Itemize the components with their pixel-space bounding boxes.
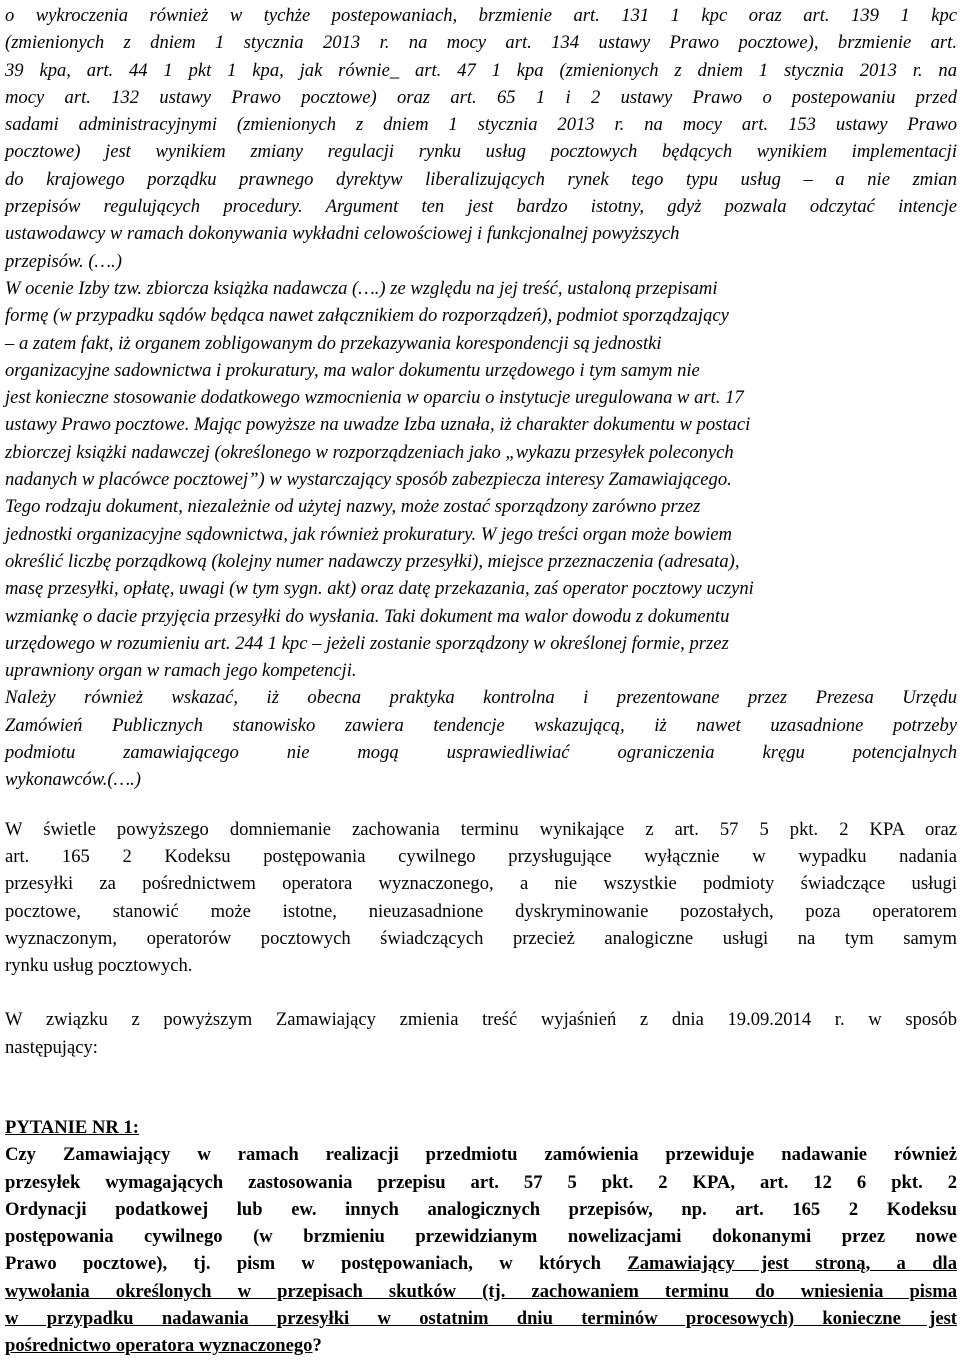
quote-line: ustawodawcy w ramach dokonywania wykładni celowościowej i funkcjonalnej powyższych	[5, 223, 680, 245]
question-underlined-phrase: pośrednictwo operatora wyznaczonego	[5, 1335, 313, 1357]
document-page	[5, 0, 957, 1360]
quote-line: do krajowego porządku prawnego dyrektyw liberalizujących rynek tego typu usług – a nie zmian	[5, 168, 957, 190]
quote-line: jest konieczne stosowanie dodatkowego wzmocnienia w oparciu o instytucje uregulowana w art. 17	[5, 387, 744, 409]
paragraph-line: rynku usług pocztowych.	[5, 955, 193, 977]
paragraph-line: następujący:	[5, 1036, 98, 1058]
quote-line: masę przesyłki, opłatę, uwagi (w tym sygn. akt) oraz datę przekazania, zaś operator pocztowy uczyni	[5, 578, 754, 600]
quote-line: jednostki organizacyjne sądownictwa, jak również prokuratury. W jego treści organ może bowiem	[5, 523, 732, 545]
paragraph-line: W świetle powyższego domniemanie zachowania terminu wynikające z art. 57 5 pkt. 2 KPA oraz	[5, 818, 957, 840]
quote-line: mocy art. 132 ustawy Prawo pocztowe) oraz art. 65 1 i 2 ustawy Prawo o postepowaniu przed	[5, 86, 957, 108]
question-line: w przypadku nadawania przesyłki w ostatnim dniu terminów procesowych) konieczne jest	[5, 1308, 957, 1330]
quote-line: uprawniony organ w ramach jego kompetencji.	[5, 660, 357, 682]
quote-line: o wykroczenia również w tychże postepowaniach, brzmienie art. 131 1 kpc oraz art. 139 1 kpc	[5, 5, 957, 26]
quote-line: nadanych w placówce pocztowej”) w wystarczający sposób zabezpiecza interesy Zamawiającego.	[5, 469, 732, 491]
quote-line: Zamówień Publicznych stanowisko zawiera tendencje wskazującą, iż nawet uzasadnione potrzeby	[5, 714, 957, 736]
quote-line: organizacyjne sadownictwa i prokuratury, ma walor dokumentu urzędowego i tym samym nie	[5, 359, 700, 381]
question-mark: ?	[312, 1335, 322, 1357]
quote-line: wzmiankę o dacie przyjęcia przesyłki do wysłania. Taki dokument ma walor dowodu z dokumentu	[5, 605, 730, 627]
quote-line: podmiotu zamawiającego nie mogą usprawiedliwiać ograniczenia kręgu potencjalnych	[5, 742, 957, 764]
paragraph-line: art. 165 2 Kodeksu postępowania cywilnego przysługujące wyłącznie w wypadku nadania	[5, 845, 957, 867]
quote-line: sadami administracyjnymi (zmienionych z dniem 1 stycznia 2013 r. na mocy art. 153 ustawy Prawo	[5, 114, 957, 136]
quote-line: Należy również wskazać, iż obecna praktyka kontrolna i prezentowane przez Prezesa Urzędu	[5, 687, 957, 709]
question-underlined-phrase: Zamawiający jest stroną, a dla	[627, 1253, 957, 1275]
quote-line: Tego rodzaju dokument, niezależnie od użytej nazwy, może zostać sporządzony zarówno przez	[5, 496, 701, 518]
question-line: postępowania cywilnego (w brzmieniu przewidzianym nowelizacjami dokonanymi przez nowe	[5, 1226, 957, 1248]
question-heading: PYTANIE NR 1:	[5, 1116, 139, 1138]
quote-line: 39 kpa, art. 44 1 pkt 1 kpa, jak równie_ art. 47 1 kpa (zmienionych z dniem 1 stycznia 2013 r. na	[5, 59, 957, 81]
question-line	[5, 1250, 957, 1277]
paragraph-line: wyznaczonym, operatorów pocztowych świadczących przecież analogiczne usługi na tym samym	[5, 927, 957, 949]
question-line: wywołania określonych w przepisach skutków (tj. zachowaniem terminu do wniesienia pisma	[5, 1280, 957, 1302]
quote-line: (zmienionych z dniem 1 stycznia 2013 r. na mocy art. 134 ustawy Prawo pocztowe), brzmienie art.	[5, 32, 957, 54]
quote-line: – a zatem fakt, iż organem zobligowanym do przekazywania korespondencji są jednostki	[5, 332, 662, 354]
paragraph-zmiana	[5, 1006, 957, 1061]
quote-line: przepisów. (….)	[5, 250, 122, 272]
paragraph-line: przesyłki za pośrednictwem operatora wyznaczonego, a nie wszystkie podmioty świadczące usługi	[5, 873, 957, 895]
quote-line: ustawy Prawo pocztowe. Mając powyższe na uwadze Izba uznała, iż charakter dokumentu w postaci	[5, 414, 751, 436]
quote-line: W ocenie Izby tzw. zbiorcza książka nadawcza (….) ze względu na jej treść, ustaloną przepisami	[5, 277, 718, 299]
question-line: Ordynacji podatkowej lub ew. innych analogicznych przepisów, np. art. 165 2 Kodeksu	[5, 1198, 957, 1220]
quote-line: zbiorczej książki nadawczej (określonego w rozporządzeniach jako „wykazu przesyłek poleconych	[5, 441, 734, 463]
paragraph-line: W związku z powyższym Zamawiający zmienia treść wyjaśnień z dnia 19.09.2014 r. w sposób	[5, 1009, 957, 1031]
paragraph-line: pocztowe, stanowić może istotne, nieuzasadnione dyskryminowanie pozostałych, poza operatorem	[5, 900, 957, 922]
quote-line: urzędowego w rozumieniu art. 244 1 kpc – jeżeli zostanie sporządzony w określonej formie, przez	[5, 632, 729, 654]
question-line	[5, 1332, 957, 1359]
quote-line: formę (w przypadku sądów będąca nawet załącznikiem do rozporządzeń), podmiot sporządzający	[5, 305, 729, 327]
question-line: przesyłek wymagających zastosowania przepisu art. 57 5 pkt. 2 KPA, art. 12 6 pkt. 2	[5, 1171, 957, 1193]
question-text	[5, 1141, 957, 1359]
quote-line: pocztowe) jest wynikiem zmiany regulacji rynku usług pocztowych będących wynikiem implementacji	[5, 141, 957, 163]
quoted-ruling	[5, 0, 957, 794]
quote-line: określić liczbę porządkową (kolejny numer nadawczy przesyłki), miejsce przeznaczenia (adresata),	[5, 550, 740, 572]
quote-line: przepisów regulujących procedury. Argument ten jest bardzo istotny, gdyż pozwala odczytać intencje	[5, 196, 957, 218]
quote-line: wykonawców.(….)	[5, 769, 141, 791]
question-line: Czy Zamawiający w ramach realizacji przedmiotu zamówienia przewiduje nadawanie również	[5, 1144, 957, 1166]
question-line-plain: Prawo pocztowe), tj. pism w postępowaniach, w których	[5, 1253, 628, 1275]
paragraph-domniemanie	[5, 816, 957, 980]
